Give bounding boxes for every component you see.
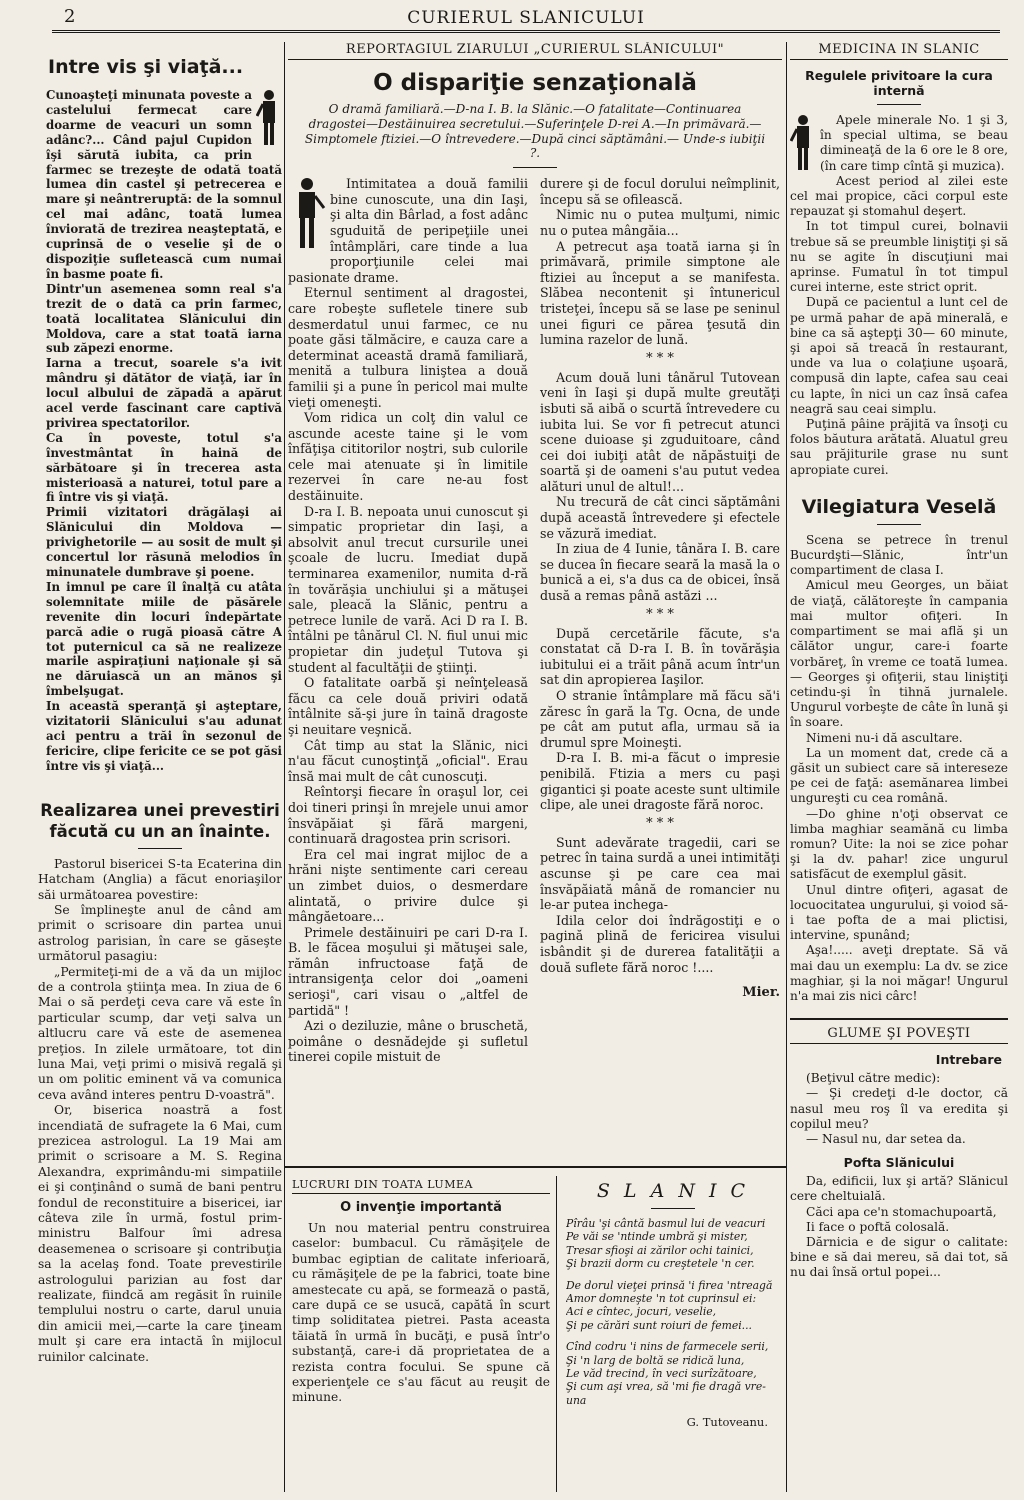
poem-line: Şi brazii dorm cu creştetele 'n cer.: [566, 1257, 755, 1271]
section-header-glume: GLUME ŞI POVEŞTI: [790, 1026, 1008, 1044]
joke-title-intrebare: Intrebare: [935, 1052, 1002, 1068]
column-divider-2: [786, 42, 787, 1492]
column-right: [790, 42, 1008, 1492]
joke-intrebare: [790, 1071, 1008, 1147]
divider: [138, 848, 182, 849]
divider: [877, 104, 921, 105]
paragraph: In imnul pe care îl înalţă cu atâta solemnitate miile de păsărele revenite din locuri îndepărtate parcă adie o rugă pioasă către A tot puternicul ca să ne realizeze marile aspiraţiuni naţionale şi să ne dăruiască un an mănos şi îmbelşugat.: [46, 579, 282, 699]
paragraph: Primele destăinuiri pe cari D-ra I. B. le făcea moşului şi mătuşei sale, rămân infructoase faţă de intransigenţa celor doi „oameni serioşi", cari visau o „altfel de partidă" !: [288, 924, 528, 1018]
article-intre-vis: [46, 88, 282, 774]
paragraph: A petrecut aşa toată iarna şi în primăvară, primile simptone ale ftiziei au început a se manifesta. Slăbea necontenit şi întunericul tristeţei, începu să se lase pe seninul unei figuri ce părea ţesută din lumina razelor de lună.: [540, 238, 780, 348]
paragraph: In ziua de 4 Iunie, tânăra I. B. care se ducea în fiecare seară la masă la o bunică a ei, s'a dus ca de obicei, însă dusă a remas până astăzi ...: [540, 541, 780, 604]
gentleman-figure-icon: [256, 88, 282, 148]
paragraph: La un moment dat, crede că a găsit un subiect care să intereseze pe cei de faţă: asemănarea limbei ungureşti cu cea română.: [790, 745, 1008, 806]
paragraph: „Permiteţi-mi de a vă da un mijloc de a controla ştiinţa mea. In ziua de 6 Mai o să perdeţi ceva care vă este în particular scump, dar veţi salva un altlucru care vă este de asemenea preţios. In zilele următoare, tot din luna Mai, veţi primi o misivă regală şi un om politic eminent vă va comunica ceva având interes pentru D-voastră".: [38, 964, 282, 1102]
paragraph: Intimitatea a două familii bine cunoscute, una din Iaşi, şi alta din Bârlad, a fost adânc sguduită de peripeţiile unei întâmplări, care tinde a lua proporţiunile celei mai pasionate drame.: [288, 176, 528, 285]
paragraph: Primii vizitatori drăgălaşi ai Slănicului din Moldova — privighetorile — au sosit de mult şi concertul lor răsună melodios în minunatele dumbrave şi poene.: [46, 505, 282, 579]
poem-author: G. Tutoveanu.: [686, 1415, 768, 1430]
article-left-column: [288, 176, 528, 1065]
paragraph: Scena se petrece în trenul Bucurdşti—Slănic, într'un compartiment de clasa I.: [790, 532, 1008, 578]
poem-line: De dorul vieţei prinsă 'i firea 'ntreagă: [566, 1278, 773, 1292]
paragraph: Vom ridica un colţ din valul ce ascunde aceste taine şi le vom înfăţişa cititorilor noştri, sub culorile cele mai atenuate şi în limitile rezervei în care ne-au fost destăinuite.: [288, 410, 528, 504]
divider: [877, 524, 921, 525]
gentleman-figure-icon: [790, 113, 816, 173]
masthead: [52, 4, 1000, 33]
paragraph: Cunoaşteţi minunata poveste a castelului fermecat care doarme de veacuri un somn adânc?... Când pajul Cupidon îşi sărută iubita, ca prin farmec se trezeşte de odată toată lumea din castel şi petrecerea e mare şi neântreruptă: de la somnul cel mai adânc, toată lumea înviorată de trezirea neaşteptată, e cuprinsă de o veselie şi de o dispoziţie sufletească cum numai în basme poate fi.: [46, 88, 282, 281]
poem-slanic: [566, 1178, 780, 1496]
paragraph: Puţină pâine prăjită va însoţi cu folos băutura arătată. Aluatul greu sau prăjiturile grase nu sunt apropiate curei.: [790, 417, 1008, 477]
paragraph: Dintr'un asemenea somn real s'a trezit de o dată ca prin farmec, toată localitatea Slănicului din Moldova, care a stat toată iarna sub zăpezi enorme.: [46, 281, 282, 356]
gentleman-figure-icon: [288, 176, 326, 252]
paragraph: Era cel mai ingrat mijloc de a hrăni nişte sentimente cari cereau un zimbet duios, o desmerdare alintată, o privire dulce şi mângăetoare...: [288, 846, 528, 925]
paragraph: Eternul sentiment al dragostei, care robeşte sufletele tinere sub desmerdatul unui farmec, ce nu poate găsi tălmăcire, e cauza care a determinat această dramă familiară, menită a tulbura liniştea a două familii şi a pune în pericol mai multe vieţi omeneşti.: [288, 285, 528, 410]
poem-stanza: [566, 1217, 780, 1271]
poem-line: Cînd codru 'i nins de farmecele serii,: [566, 1340, 769, 1354]
section-header-lucruri: LUCRURI DIN TOATA LUMEA: [292, 1178, 550, 1194]
paragraph: Aşa!..... aveţi dreptate. Să vă mai dau un exemplu: La dv. se zice maghiar, şi la noi măgar! Ungurul n'a mai zis nici cârc!: [790, 943, 1008, 1003]
paragraph: Cât timp au stat la Slănic, nici n'au făcut cunoştinţă „oficial". Erau însă mai mult de cât cunoscuţi.: [288, 737, 528, 784]
paragraph: D-ra I. B. nepoata unui cunoscut şi simpatic proprietar din Iaşi, a absolvit anul trecut cursurile unei şcoale de lucru. Imediat după terminarea examenilor, numita d-ră în tovărăşia unchiului şi a mătuşei sale, pleacă la Slănic, pentru a petrece lunile de vară. Aci D ra I. B. întâlni pe tânărul Cl. N. fiul unui mic propietar din judeţul Tutova şi student al facultăţii de ştiinţi.: [288, 503, 528, 675]
paragraph: Da, edificii, lux şi artă? Slănicul cere cheltuială.: [790, 1174, 1008, 1204]
newspaper-name: CURIERUL SLANICULUI: [407, 8, 645, 28]
paragraph: Dărnicia e de sigur o calitate: bine e să dai mereu, să dai tot, să nu dai însă ortul popei...: [790, 1235, 1008, 1280]
section-divider: [284, 1166, 786, 1168]
paragraph: — Şi credeţi d-le doctor, că nasul meu roş îl va eredita şi copilul meu?: [790, 1086, 1008, 1131]
article-signature: Mier.: [742, 985, 780, 1001]
paragraph: durere şi de focul dorului neîmplinit, începu să se ofilească.: [540, 176, 780, 207]
poem-line: Şi 'n larg de boltă se ridică luna,: [566, 1353, 745, 1367]
paragraph: După cercetările făcute, s'a constatat că D-ra I. B. în tovărăşia iubitului ei a trăit până acum într'un sat din apropierea Iaşilor.: [540, 625, 780, 688]
poem-line: Amor domneşte 'n tot cuprinsul ei:: [566, 1292, 757, 1306]
article-title-realizarea: Realizarea unei prevestiri făcută cu un an înainte.: [40, 800, 280, 841]
poem-body: [566, 1217, 780, 1407]
poem-line: Tresar sfioşi ai zărilor ochi tainici,: [566, 1243, 754, 1257]
article-title-vilegiatura: Vilegiatura Veselă: [801, 495, 997, 518]
article-subtitle: O dramă familiară.—D-na I. B. la Slănic.—O fatalitate—Continuarea dragostei—Destăinuirea secretului.—Suferinţele D-rei A.—In primăvară.—Simptomele ftiziei.—O întrevedere.—După cinci săptămâni.— Unde-s iubiţii ?.: [304, 102, 766, 161]
page-number: 2: [64, 6, 76, 27]
poem-line: Le văd trecind, în veci surîzătoare,: [566, 1367, 757, 1381]
paragraph: Reîntorşi fiecare în oraşul lor, cei doi tineri prinşi în mrejele unui amor însvăpăiat şi fără margeni, continuară dragostea prin scrisori.: [288, 784, 528, 847]
poem-title: S L A N I C: [596, 1180, 750, 1202]
column-left: [38, 42, 282, 1492]
poem-line: Aci e cîntec, jocuri, veselie,: [566, 1305, 717, 1319]
article-body: [292, 1221, 550, 1406]
divider: [513, 167, 557, 168]
article-title-inventie: O invenţie importantă: [340, 1200, 502, 1215]
paragraph: După ce pacientul a lunt cel de pe urmă pahar de apă minerală, e bine ca să aştepţi 30— 60 minute, şi apoi să treacă în restaurant, unde va lua o colaţiune uşoară, compusă din lapte, cafea sau ceai cu lapte, în nici un caz însă cafea neagră sau ceai simplu.: [790, 295, 1008, 416]
paragraph: Pastorul bisericei S-ta Ecaterina din Hatcham (Anglia) a făcut enoriaşilor săi următoarea povestire:: [38, 856, 282, 902]
poem-stanza: [566, 1340, 780, 1407]
paragraph: Amicul meu Georges, un băiat de viaţă, călătoreşte în campania mai multor ofiţeri. In compartiment se mai află şi un călător ungur, care-i foarte vorbăreţ, în vreme ce toată lumea.— Georges şi ofiţerii, stau liniştiţi cetindu-şi în tihnă jurnalele. Ungurul vorbeşte de câte în lună şi în soare.: [790, 578, 1008, 730]
article-body: [288, 176, 782, 1065]
poem-line: Şi cum aşi vrea, să 'mi fie dragă vre-una: [566, 1380, 766, 1407]
paragraph: Acest period al zilei este cel mai propice, căci corpul este repauzat şi stomahul deşert.: [790, 173, 1008, 219]
column-divider-1: [284, 42, 285, 1492]
paragraph: Nu trecură de cât cinci săptămâni după această întrevedere şi efectele se văzură imediat.: [540, 494, 780, 541]
paragraph: — Nasul nu, dar setea da.: [806, 1131, 966, 1146]
paragraph: Se împlineşte anul de când am primit o scrisoare din partea unui astrolog parisian, în care se găseşte următorul pasagiu:: [38, 902, 282, 964]
paragraph: Apele minerale No. 1 şi 3, în special ultima, se beau dimineaţă de la 6 ore le 8 ore, (în care timp cîntă şi muzica).: [820, 113, 1008, 173]
divider: [651, 1208, 695, 1209]
paragraph: Căci apa ce'n stomachupoartă,: [806, 1204, 997, 1219]
paragraph: Un nou material pentru construirea caselor: bumbacul. Cu rămăşiţele de bumbac egiptian de calitate inferioară, cu rămăşiţele de pe la fabrici, toate bine amestecate cu apă, se formează o pastă, care după ce se usucă, capătă în scurt timp soliditatea pietrei. Pasta aceasta tăiată în urmă în bucăţi, e pusă într'o substanţă, care-i dă proprietatea de a rezista contra focului. Se spune că experienţele ce s'au făcut au reuşit de minune.: [292, 1221, 550, 1405]
paragraph: Nimic nu o putea mulţumi, nimic nu o putea mângăia...: [540, 207, 780, 238]
paragraph: In tot timpul curei, bolnavii trebue să se preumble liniştiţi şi să nu se agite în discuţiuni mai aprinse. Fumatul în tot timpul curei interne, este strict oprit.: [790, 219, 1008, 295]
article-realizarea: [38, 857, 282, 1365]
poem-line: Pe văi se 'ntinde umbră şi mister,: [566, 1230, 748, 1244]
paragraph: Or, biserica noastră a fost incendiată de sufragete la 6 Mai, cum prezicea astrologul. La 19 Mai am primit o scrisoare a M. S. Regina Alexandra, exprimându-mi simpatiile ei şi conţinând o sumă de bani pentru fondul de reconstituire a bisericei, iar câteva zile în urmă, fostul prim-ministru Balfour îmi adresa deasemenea o scrisoare şi contribuţia sa la acelaş fond. Toate prevestirile astrologului parizian au fost dar realizate, fiindcă am regăsit în ruinile templului nostru o carte, darul unuia din amicii mei,—carte la care ţineam mult şi care era intactă în mijlocul ruinilor calcinate.: [38, 1103, 282, 1364]
paragraph: O fatalitate oarbă şi neînţeleasă făcu ca cele două priviri odată întâlnite să-şi jure în taină dragoste şi neuitare veşnică.: [288, 675, 528, 737]
article-title-disparitie: O dispariţie senzaţională: [373, 70, 697, 96]
asterism: * * *: [646, 606, 674, 622]
paragraph: Azi o deziluzie, mâne o bruschetă, poimâne o desnădejde şi sufletul tinerei copile mistuit de: [288, 1018, 528, 1065]
article-title-intre-vis: Intre vis şi viaţă...: [48, 56, 244, 78]
paragraph: Unul dintre ofiţeri, agasat de locuocitatea ungurului, şi voiod să-i tae pofta de a mai plictisi, intervine, spunând;: [790, 882, 1008, 943]
poem-stanza: [566, 1279, 780, 1333]
joke-title-pofta: Pofta Slănicului: [843, 1155, 955, 1171]
paragraph: Sunt adevărate tragedii, cari se petrec în taina surdă a unei intimităţi ascunse şi pe care cea mai însvăpăiată mână de romancier nu le-ar putea inchega-: [540, 834, 780, 913]
paragraph: Ca în poveste, totul s'a învestmântat în haină de sărbătoare şi în trecerea asta misterioasă a naturei, totul pare a fi între vis şi viaţă.: [46, 430, 282, 505]
asterism: * * *: [646, 350, 674, 366]
article-regulele: [790, 113, 1008, 478]
article-right-column: [540, 176, 780, 1065]
paragraph: Ii face o poftă colosală.: [806, 1219, 950, 1234]
paragraph: (Beţivul către medic):: [806, 1071, 941, 1086]
paragraph: O stranie întâmplare mă făcu să'i zăresc în gară la Tg. Ocna, de unde pe cât am putut afla, urmau să ia drumul spre Moineşti.: [540, 688, 780, 750]
column-divider-bottom: [556, 1176, 557, 1492]
asterism: * * *: [646, 815, 674, 831]
paragraph: Nimeni nu-i dă ascultare.: [806, 730, 963, 745]
article-title-regulele: Regulele privitoare la cura internă: [805, 68, 993, 98]
paragraph: In această speranţă şi aşteptare, vizitatorii Slănicului s'au adunat aci pentru a trăi în sezonul de fericire, clipe fericite ce se pot găsi între vis şi viaţă...: [46, 699, 282, 773]
column-middle: [288, 42, 782, 1192]
article-inventie: [292, 1178, 550, 1496]
poem-line: Şi pe cărări sunt roiuri de femei...: [566, 1318, 752, 1332]
section-header-medicina: MEDICINA IN SLANIC: [790, 42, 1008, 60]
glume-section: [790, 1018, 1008, 1280]
article-vilegiatura: [790, 533, 1008, 1004]
paragraph: Acum două luni tânărul Tutovean veni în Iaşi şi după multe greutăţi isbuti să aibă o scurtă întrevedere cu iubita lui. Se vor fi petrecut atunci scene duioase şi zguduitoare, când cei doi iubiţi atât de năpăstuiţi de soartă şi de oameni s'au putut vedea alături unul de altul!...: [540, 369, 780, 494]
paragraph: D-ra I. B. mi-a făcut o impresie penibilă. Ftizia a mers cu paşi gigantici şi poate aceste sunt ultimile clipe, ale unei dragoste fără noroc.: [540, 750, 780, 813]
joke-pofta: [790, 1174, 1008, 1280]
paragraph: —Do ghine n'oţi observat ce limba maghiar seamănă cu limba romun? Uite: la noi se zice pohar şi la dv. pahar! zice ungurul satisfăcut de exemplul găsit.: [790, 806, 1008, 882]
paragraph: Iarna a trecut, soarele s'a ivit mândru şi dătător de viaţă, iar în locul albului de zăpadă a apărut acel verde fascinant care captivă privirea spectatorilor.: [46, 356, 282, 430]
poem-line: Pîrâu 'şi cântă basmul lui de veacuri: [566, 1217, 766, 1230]
paragraph: Idila celor doi îndrăgostiţi e o pagină plină de fericirea visului isbândit şi de durerea fatalităţii a două suflete fără noroc !....: [540, 912, 780, 975]
section-header-reportagiul: REPORTAGIUL ZIARULUI „CURIERUL SLĂNICULUI": [288, 42, 782, 60]
